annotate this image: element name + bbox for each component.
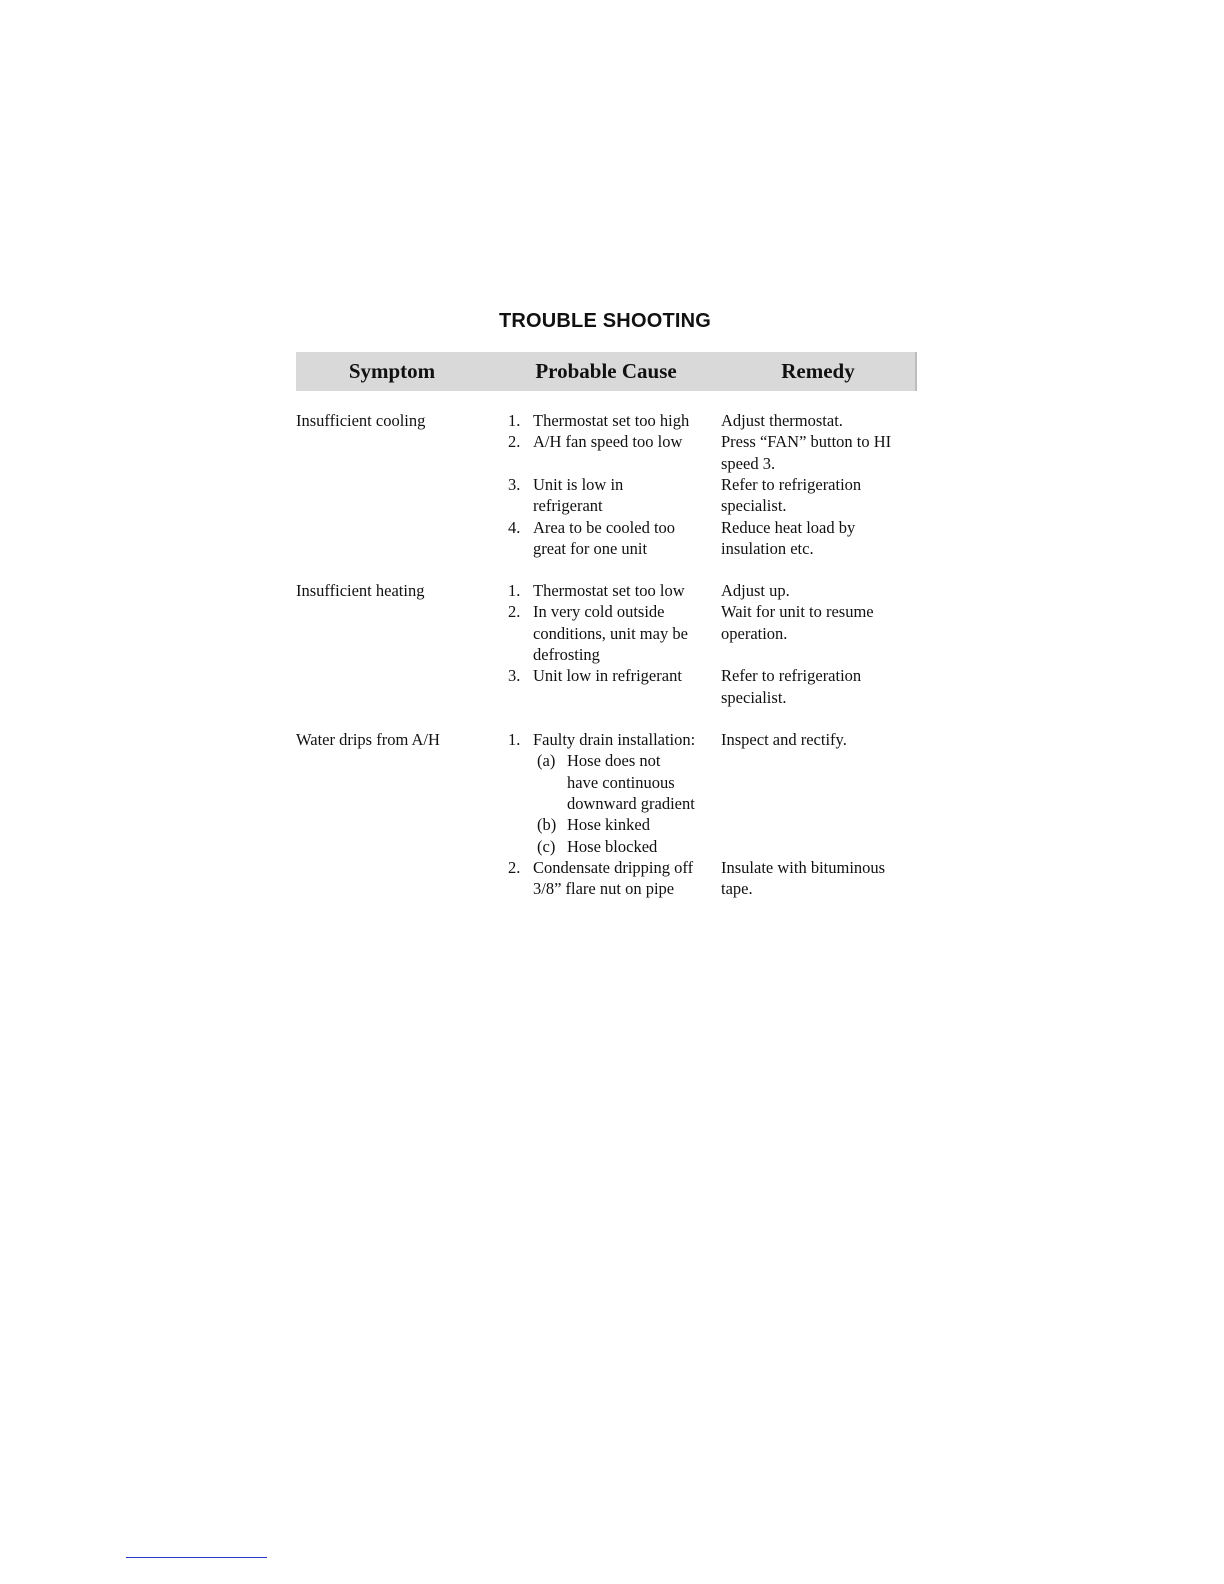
cause-number: 4.	[508, 517, 521, 537]
cause-number: 2.	[508, 432, 521, 452]
remedy-text: Wait for unit to resume	[721, 602, 874, 622]
sub-cause-text: Hose blocked	[567, 836, 658, 856]
remedy-text: Insulate with bituminous	[721, 857, 886, 877]
header-probable-cause: Probable Cause	[535, 359, 677, 383]
cause-text: defrosting	[533, 644, 600, 664]
cause-text: Area to be cooled too	[533, 517, 676, 537]
sub-cause-marker: (a)	[537, 751, 556, 771]
header-symptom: Symptom	[348, 359, 436, 383]
sub-cause-text: Hose kinked	[567, 815, 650, 835]
cause-text: Unit is low in	[533, 474, 624, 494]
remedy-text: Adjust up.	[721, 581, 790, 600]
cause-number: 3.	[508, 474, 521, 494]
cause-text: Unit low in refrigerant	[533, 666, 682, 686]
cause-text: Thermostat set too high	[533, 411, 690, 430]
remedy-text: tape.	[721, 879, 753, 899]
remedy-text: speed 3.	[721, 453, 776, 473]
header-remedy: Remedy	[781, 359, 855, 383]
cause-text: Thermostat set too low	[533, 581, 685, 600]
remedy-text: Adjust thermostat.	[721, 411, 843, 430]
remedy-text: Refer to refrigeration	[721, 474, 862, 494]
remedy-text: specialist.	[721, 496, 787, 516]
remedy-text: Inspect and rectify.	[721, 730, 847, 749]
sub-cause-text: have continuous	[567, 772, 675, 792]
cause-number: 2.	[508, 602, 521, 622]
cause-text: Condensate dripping off	[533, 857, 694, 877]
remedy-text: Refer to refrigeration	[721, 666, 862, 686]
remedy-text: specialist.	[721, 687, 787, 707]
cause-number: 1.	[508, 730, 521, 749]
cause-number: 2.	[508, 857, 521, 877]
page-title: TROUBLE SHOOTING	[498, 310, 712, 332]
cause-text: In very cold outside	[533, 602, 665, 622]
sub-cause-text: downward gradient	[567, 793, 695, 813]
cause-number: 3.	[508, 666, 521, 686]
table-header	[296, 352, 917, 391]
sub-cause-marker: (b)	[537, 815, 557, 835]
remedy-text: Press “FAN” button to HI	[721, 432, 892, 452]
remedy-text: Reduce heat load by	[721, 517, 856, 537]
remedy-text: operation.	[721, 623, 788, 643]
cause-text: conditions, unit may be	[533, 623, 688, 643]
cause-text: great for one unit	[533, 538, 648, 558]
symptom-label: Insufficient heating	[296, 581, 425, 600]
cause-text: 3/8” flare nut on pipe	[533, 879, 675, 899]
symptom-label: Insufficient cooling	[296, 411, 426, 430]
cause-number: 1.	[508, 581, 521, 600]
cause-number: 1.	[508, 411, 521, 430]
sub-cause-marker: (c)	[537, 836, 556, 856]
symptom-label: Water drips from A/H	[296, 730, 440, 749]
remedy-text: insulation etc.	[721, 538, 814, 558]
cause-text: Faulty drain installation:	[533, 730, 696, 749]
cause-text: A/H fan speed too low	[533, 432, 683, 452]
cause-text: refrigerant	[533, 496, 603, 516]
footnote-rule	[126, 1557, 267, 1558]
sub-cause-text: Hose does not	[567, 751, 661, 771]
